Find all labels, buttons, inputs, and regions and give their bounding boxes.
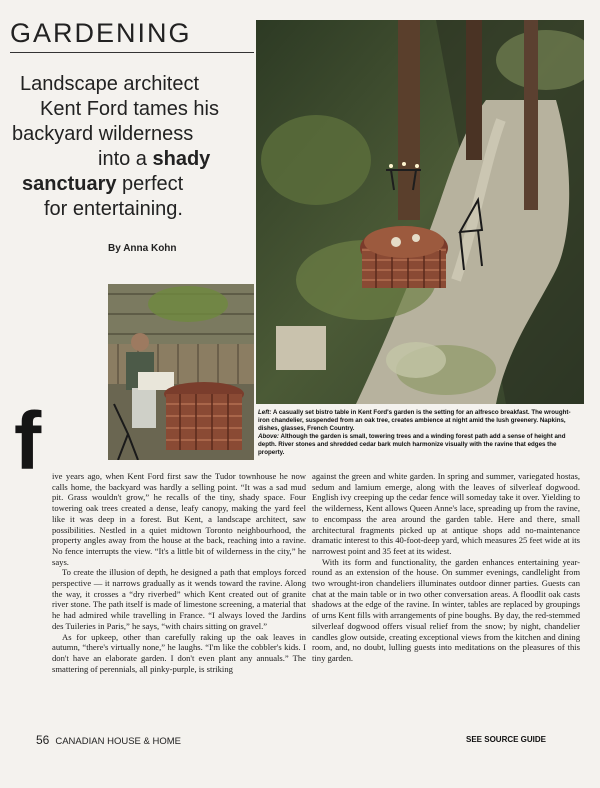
body-column-1 (52, 471, 306, 674)
headline-bold-shady: shady (152, 148, 211, 170)
body-paragraph: against the green and white garden. In spring and summer, variegated hostas, sedum and lamium emerge, along with the leaves of silverleaf dogwood. English ivy creeping up the cedar fence will someday take it over. Yielding to the wilderness, Kent allows Queen Anne's lace, spreading up from the ravine, to encompass the area around the garden table. Here and there, small architectural fragments picked up at antique shops add no-maintenance dramatic interest to this 40-foot-deep yard, which measures 25 feet wide at its narrowest point and 35 feet at its widest. (312, 471, 580, 556)
headline-line-3: backyard wilderness (12, 123, 194, 145)
caption-above-label: Above: (258, 433, 279, 440)
section-title: GARDENING (10, 18, 192, 48)
page-number: 56 (36, 733, 50, 747)
headline-line-4 (12, 147, 242, 172)
page-footer (36, 733, 181, 747)
body-paragraph: To create the illusion of depth, he designed a path that employs forced perspective — it narrows gradually as it wends toward the ravine. Along the way, it crosses a “dry riverbed” which Kent created out of granite river stone. The path itself is made of limestone screening, a material that he had admired while travelling in France. “I always loved the Jardins des Tuileries in Paris,” he says, “with chairs sitting on gravel.” (52, 567, 306, 631)
caption-left-text: A casually set bistro table in Kent Ford's garden is the setting for an alfresco breakfast. The wrought-iron chandelier, suspended from an oak tree, creates ambience at night amid the lush greenery. Napkins, dishes, glasses, French Country. (258, 409, 571, 432)
photo-caption (258, 409, 582, 457)
body-paragraph: As for upkeep, other than carefully raking up the oak leaves in autumn, “there's virtually none,” he laughs. “I'm like the cobbler's kids. I don't have an elaborate garden. I don't even plant any annuals.” The smattering of perennials, all pinky-purple, is striking (52, 631, 306, 674)
headline-bold-sanctuary: sanctuary (22, 173, 117, 195)
byline: By Anna Kohn (108, 243, 177, 254)
source-guide-link: SEE SOURCE GUIDE (466, 735, 547, 744)
headline-line-2: Kent Ford tames his (40, 98, 219, 120)
body-paragraph: ive years ago, when Kent Ford first saw the Tudor townhouse he now calls home, the backyard was hardly a selling point. “It was a sad mud pit. Grass wouldn't grow,” he recalls of the tiny, shady space. Four towering oak trees created a dense, leafy canopy, making the yard feel like it was deep in a forest. But Kent, a landscape architect, saw possibilities. Nestled in a quiet midtown Toronto neighbourhood, the property angles away from the house at the back, reaching into a ravine. No fence interrupts the view. “It's a little bit of wilderness in the city,” he says. (52, 471, 306, 567)
drop-cap: f (14, 396, 42, 487)
headline-line-4-text: into a (98, 148, 153, 170)
headline-line-5-text: perfect (116, 173, 184, 195)
body-paragraph: With its form and functionality, the garden enhances entertaining year-round as an extension of the house. On summer evenings, candlelight from two wrought-iron chandeliers illuminates outdoor dinner parties. Guests can chat at the main table or in two other conversation areas. A floodlit oak casts shadows at the edge of the ravine. In winter, tables are replaced by groupings of urns Kent fills with arrangements of pine boughs. By day, the red-stemmed silverleaf dogwood offers visual relief from the snow; by night, chandelier candles glow outside, creating exceptional views from the kitchen and dining room, and, no doubt, lulling guests into meditations on the pleasures of this tiny garden. (312, 556, 580, 663)
headline (12, 72, 242, 222)
headline-line-6: for entertaining. (44, 198, 183, 220)
caption-left-label: Left: (258, 409, 272, 416)
caption-above-text: Although the garden is small, towering trees and a winding forest path add a sense of height and depth. River stones and shredded cedar bark mulch harmonize visually with the ravine that edges the property. (258, 433, 566, 456)
breakfast-table-photo (108, 284, 254, 460)
garden-path-illustration (256, 20, 584, 404)
headline-line-1: Landscape architect (20, 73, 200, 95)
magazine-name: CANADIAN HOUSE & HOME (55, 736, 181, 747)
title-rule (10, 52, 254, 53)
headline-line-5 (12, 172, 242, 197)
body-column-2 (312, 471, 580, 664)
garden-path-photo (256, 20, 584, 404)
breakfast-table-illustration (108, 284, 254, 460)
